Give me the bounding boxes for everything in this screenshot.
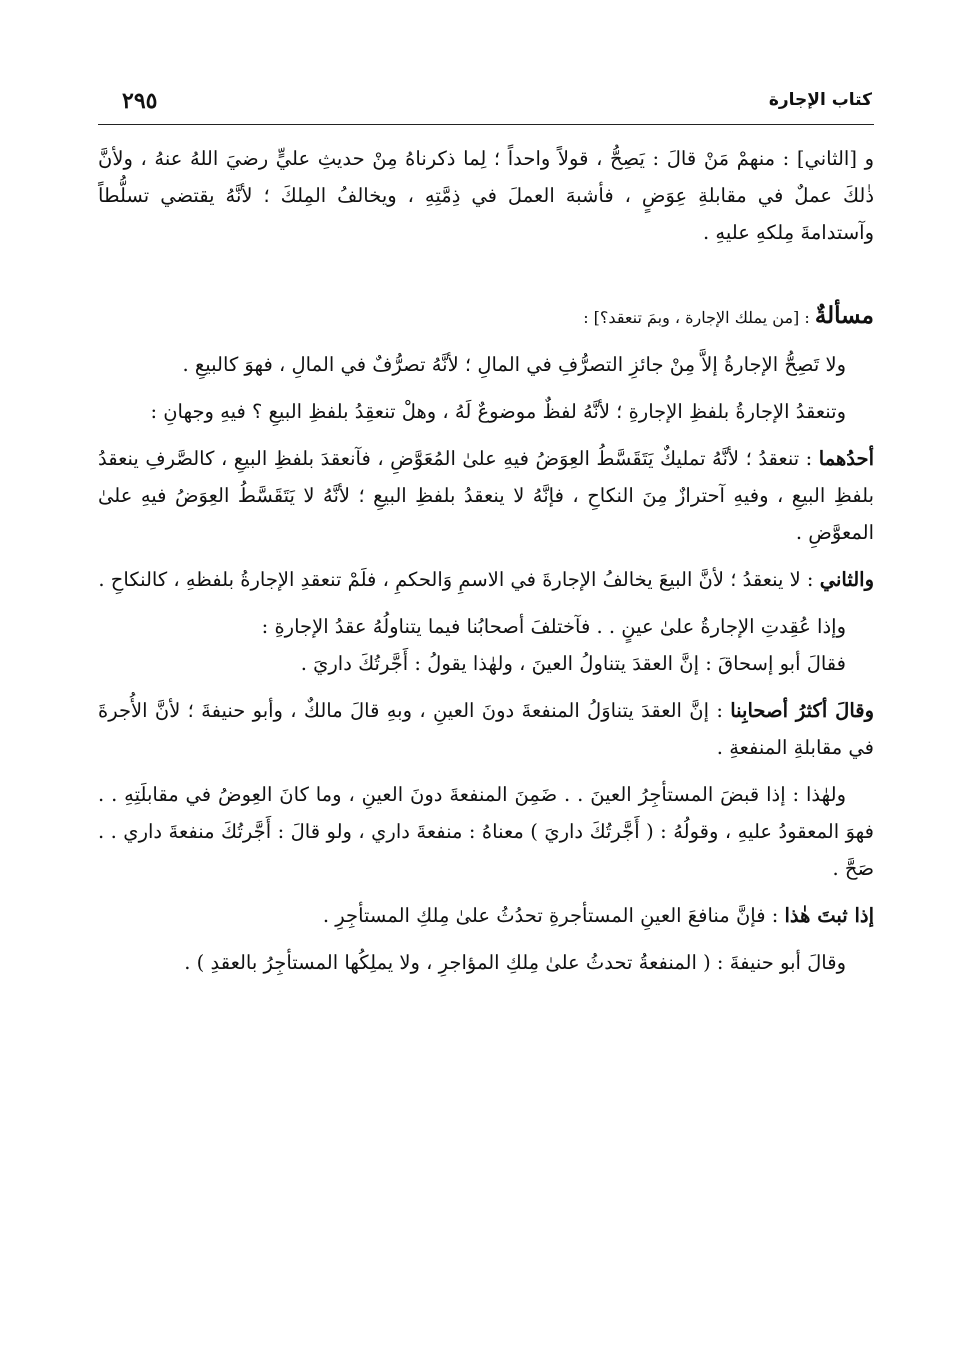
paragraph-lead: وقالَ أكثرُ أصحابِنا bbox=[730, 699, 875, 722]
paragraph-text: : تنعقدُ ؛ لأنَّهُ تمليكٌ يَتَقَسَّطُ العِوَضُ فيهِ علىٰ المُعَوَّضِ ، فآنعقدَ بلفظِ البيعِ ، كالصَّرفِ ينعقدُ بلفظِ البيعِ ، وفيهِ آحترازٌ مِنَ النكاحِ ، فإنَّهُ لا ينعقدُ بلفظِ البيعِ ؛ لأنَّهُ لا يَتَقَسَّطُ العِوَضُ فيهِ علىٰ المعوَّضِ . bbox=[98, 447, 874, 544]
paragraph-text: ولا تَصِحُّ الإجارةُ إلاَّ مِنْ جائزِ التصرُّفِ في المالِ ؛ لأنَّهُ تصرُّفٌ في المالِ ، فهوَ كالبيعِ . bbox=[182, 353, 846, 376]
paragraph-text: : إنَّ العقدَ يتناوَلُ المنفعةَ دونَ العينِ ، وبهِ قالَ مالكٌ ، وأبو حنيفةَ ؛ لأنَّ الأُجرةَ في مقابلةِ المنفعةِ . bbox=[98, 699, 874, 759]
masala-heading bbox=[98, 297, 874, 336]
paragraph-text: فقالَ أبو إسحاقَ : إنَّ العقدَ يتناولُ العينَ ، ولهٰذا يقولُ : أَجَّرتُكَ داريَ . bbox=[300, 652, 846, 675]
paragraph-text: و [الثاني] : منهمْ مَنْ قالَ : يَصِحُّ ، قولاً واحداً ؛ لِما ذكرناهُ مِنْ حديثِ عليٍّ رضيَ اللهُ عنهُ ، ولأنَّ ذٰلكَ عملٌ في مقابلةِ عِوَضٍ ، فأشبهَ العملَ في ذِمَّتِهِ ، ويخالفُ المِلكَ ؛ لأنَّهُ يقتضي تسلُّطاً وآستدامةَ مِلكهِ عليهِ . bbox=[98, 147, 874, 244]
paragraph-lead: والثاني bbox=[819, 568, 874, 591]
paragraph-text: وتنعقدُ الإجارةُ بلفظِ الإجارةِ ؛ لأنَّهُ لفظٌ موضوعٌ لَهُ ، وهلْ تنعقِدُ بلفظِ البيعِ ؟ فيهِ وجهانِ : bbox=[150, 400, 846, 423]
masala-title: : [من يملك الإجارة ، وبمَ تنعقد؟] : bbox=[583, 308, 815, 327]
paragraph bbox=[98, 776, 874, 887]
running-title: كتاب الإجارة bbox=[768, 90, 872, 110]
paragraph bbox=[98, 645, 874, 682]
paragraph bbox=[98, 346, 874, 383]
paragraph bbox=[98, 440, 874, 551]
paragraph-text: : فإنَّ منافعَ العينِ المستأجرةِ تحدُثُ علىٰ مِلكِ المستأجِرِ . bbox=[322, 904, 785, 927]
paragraph-text: ولهٰذا : إذا قبضَ المستأجِرُ العينَ . . ضَمِنَ المنفعةَ دونَ العينِ ، وما كانَ العِوضُ في مقابلَتِهِ . . فهوَ المعقودُ عليهِ ، وقولُهُ : ( أَجَّرتُكَ داريَ ) معناهُ : منفعةَ داري ، ولو قالَ : أَجَّرتُكَ منفعةَ داري . . صَحَّ . bbox=[98, 783, 874, 880]
masala-label: مسألةٌ bbox=[814, 302, 874, 329]
paragraph bbox=[98, 692, 874, 766]
paragraph bbox=[98, 897, 874, 934]
paragraph bbox=[98, 393, 874, 430]
paragraph-lead: أحدُهما bbox=[818, 447, 874, 470]
page-number: ٢٩٥ bbox=[122, 88, 158, 114]
paragraph-text: وقالَ أبو حنيفةَ : ( المنفعةُ تحدثُ علىٰ مِلكِ المؤاجرِ ، ولا يملِكُها المستأجِرُ بالعقدِ ) . bbox=[184, 951, 846, 974]
paragraph-lead: إذا ثبتَ هٰذا bbox=[784, 904, 874, 927]
paragraph bbox=[98, 944, 874, 981]
paragraph bbox=[98, 140, 874, 251]
paragraph bbox=[98, 608, 874, 645]
page-body bbox=[98, 140, 874, 981]
page-header bbox=[98, 86, 874, 125]
paragraph-text: وإذا عُقِدتِ الإجارةُ علىٰ عينٍ . . فآختلفَ أصحابُنا فيما يتناولُهُ عقدُ الإجارةِ : bbox=[261, 615, 846, 638]
paragraph bbox=[98, 561, 874, 598]
paragraph-text: : لا ينعقدُ ؛ لأنَّ البيعَ يخالفُ الإجارةَ في الاسمِ وَالحكمِ ، فلَمْ تنعقدِ الإجارةُ بلفظهِ ، كالنكاحِ . bbox=[98, 568, 820, 591]
